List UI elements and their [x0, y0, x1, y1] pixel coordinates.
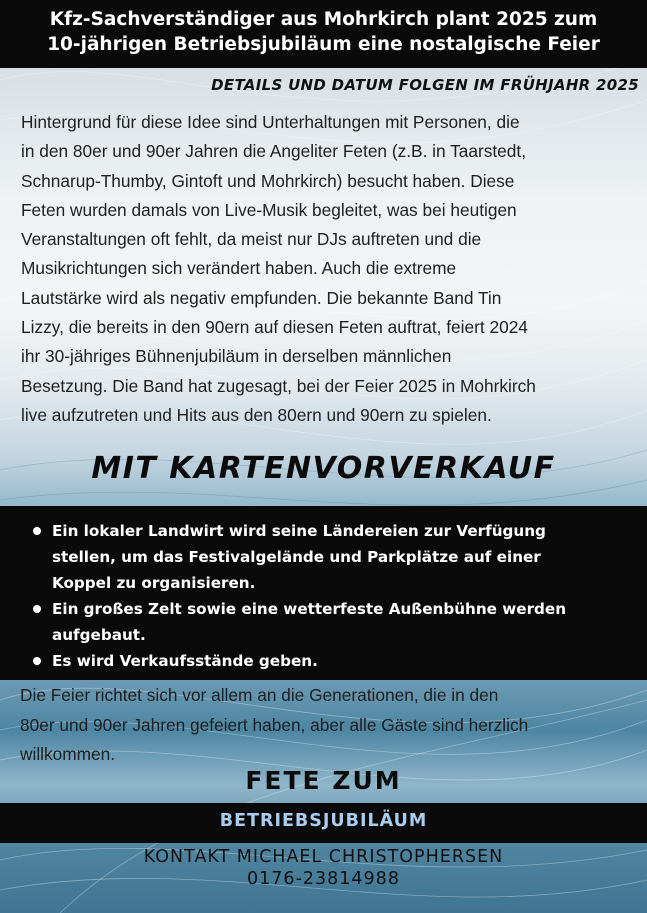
bullet-line: Ein lokaler Landwirt wird seine Ländereien zur Verfügung	[52, 522, 546, 540]
bullet-dot-icon	[33, 605, 41, 613]
header-banner	[0, 0, 647, 68]
contact-name: KONTAKT MICHAEL CHRISTOPHERSEN	[143, 847, 504, 867]
jubilee-banner	[0, 803, 647, 843]
bullet-item	[0, 596, 647, 648]
bullet-line: Es wird Verkaufsstände geben.	[52, 652, 318, 670]
intro-line: in den 80er und 90er Jahren die Angeliter Feten (z.B. in Taarstedt,	[21, 141, 526, 162]
intro-line: Feten wurden damals von Live-Musik begleitet, was bei heutigen	[21, 199, 517, 220]
bullet-line: Koppel zu organisieren.	[52, 574, 256, 592]
jubilee-heading: BETRIEBSJUBILÄUM	[219, 811, 428, 831]
outro-paragraph	[20, 681, 630, 770]
outro-line: Die Feier richtet sich vor allem an die Generationen, die in den	[20, 685, 499, 705]
bullet-item	[0, 648, 647, 674]
details-subheading: DETAILS UND DATUM FOLGEN IM FRÜHJAHR 2025	[211, 76, 639, 94]
contact-block	[0, 846, 647, 890]
bullet-dot-icon	[33, 527, 41, 535]
presale-heading: MIT KARTENVORVERKAUF	[91, 451, 556, 486]
fete-heading: FETE ZUM	[245, 766, 402, 795]
intro-line: Lautstärke wird als negativ empfunden. Die bekannte Band Tin	[21, 287, 502, 308]
bullet-dot-icon	[33, 657, 41, 665]
bullet-line: aufgebaut.	[52, 626, 146, 644]
outro-line: 80er und 90er Jahren gefeiert haben, aber alle Gäste sind herzlich	[20, 714, 529, 735]
bullet-line: Ein großes Zelt sowie eine wetterfeste Außenbühne werden	[52, 600, 567, 618]
intro-line: Veranstaltungen oft fehlt, da meist nur DJs auftreten und die	[21, 229, 482, 250]
header-line-2: 10-jährigen Betriebsjubiläum eine nostalgische Feier	[47, 34, 600, 55]
intro-line: Besetzung. Die Band hat zugesagt, bei der Feier 2025 in Mohrkirch	[21, 375, 536, 396]
intro-line: Musikrichtungen sich verändert haben. Auch die extreme	[21, 258, 457, 279]
outro-line: willkommen.	[20, 744, 116, 764]
contact-phone: 0176-23814988	[247, 869, 400, 889]
intro-line: live aufzutreten und Hits aus den 80ern und 90ern zu spielen.	[21, 404, 492, 425]
bullet-line: stellen, um das Festivalgelände und Parkplätze auf einer	[52, 548, 541, 566]
intro-line: Lizzy, die bereits in den 90ern auf diesen Feten auftrat, feiert 2024	[21, 317, 528, 338]
features-bullet-box	[0, 506, 647, 680]
intro-paragraph	[21, 108, 631, 430]
intro-line: Schnarup-Thumby, Gintoft und Mohrkirch) besucht haben. Diese	[21, 170, 515, 191]
header-line-1: Kfz-Sachverständiger aus Mohrkirch plant 2025 zum	[49, 9, 598, 30]
bullet-item	[0, 518, 647, 596]
intro-line: ihr 30-jähriges Bühnenjubiläum in derselben männlichen	[21, 346, 452, 367]
intro-line: Hintergrund für diese Idee sind Unterhaltungen mit Personen, die	[21, 112, 520, 132]
